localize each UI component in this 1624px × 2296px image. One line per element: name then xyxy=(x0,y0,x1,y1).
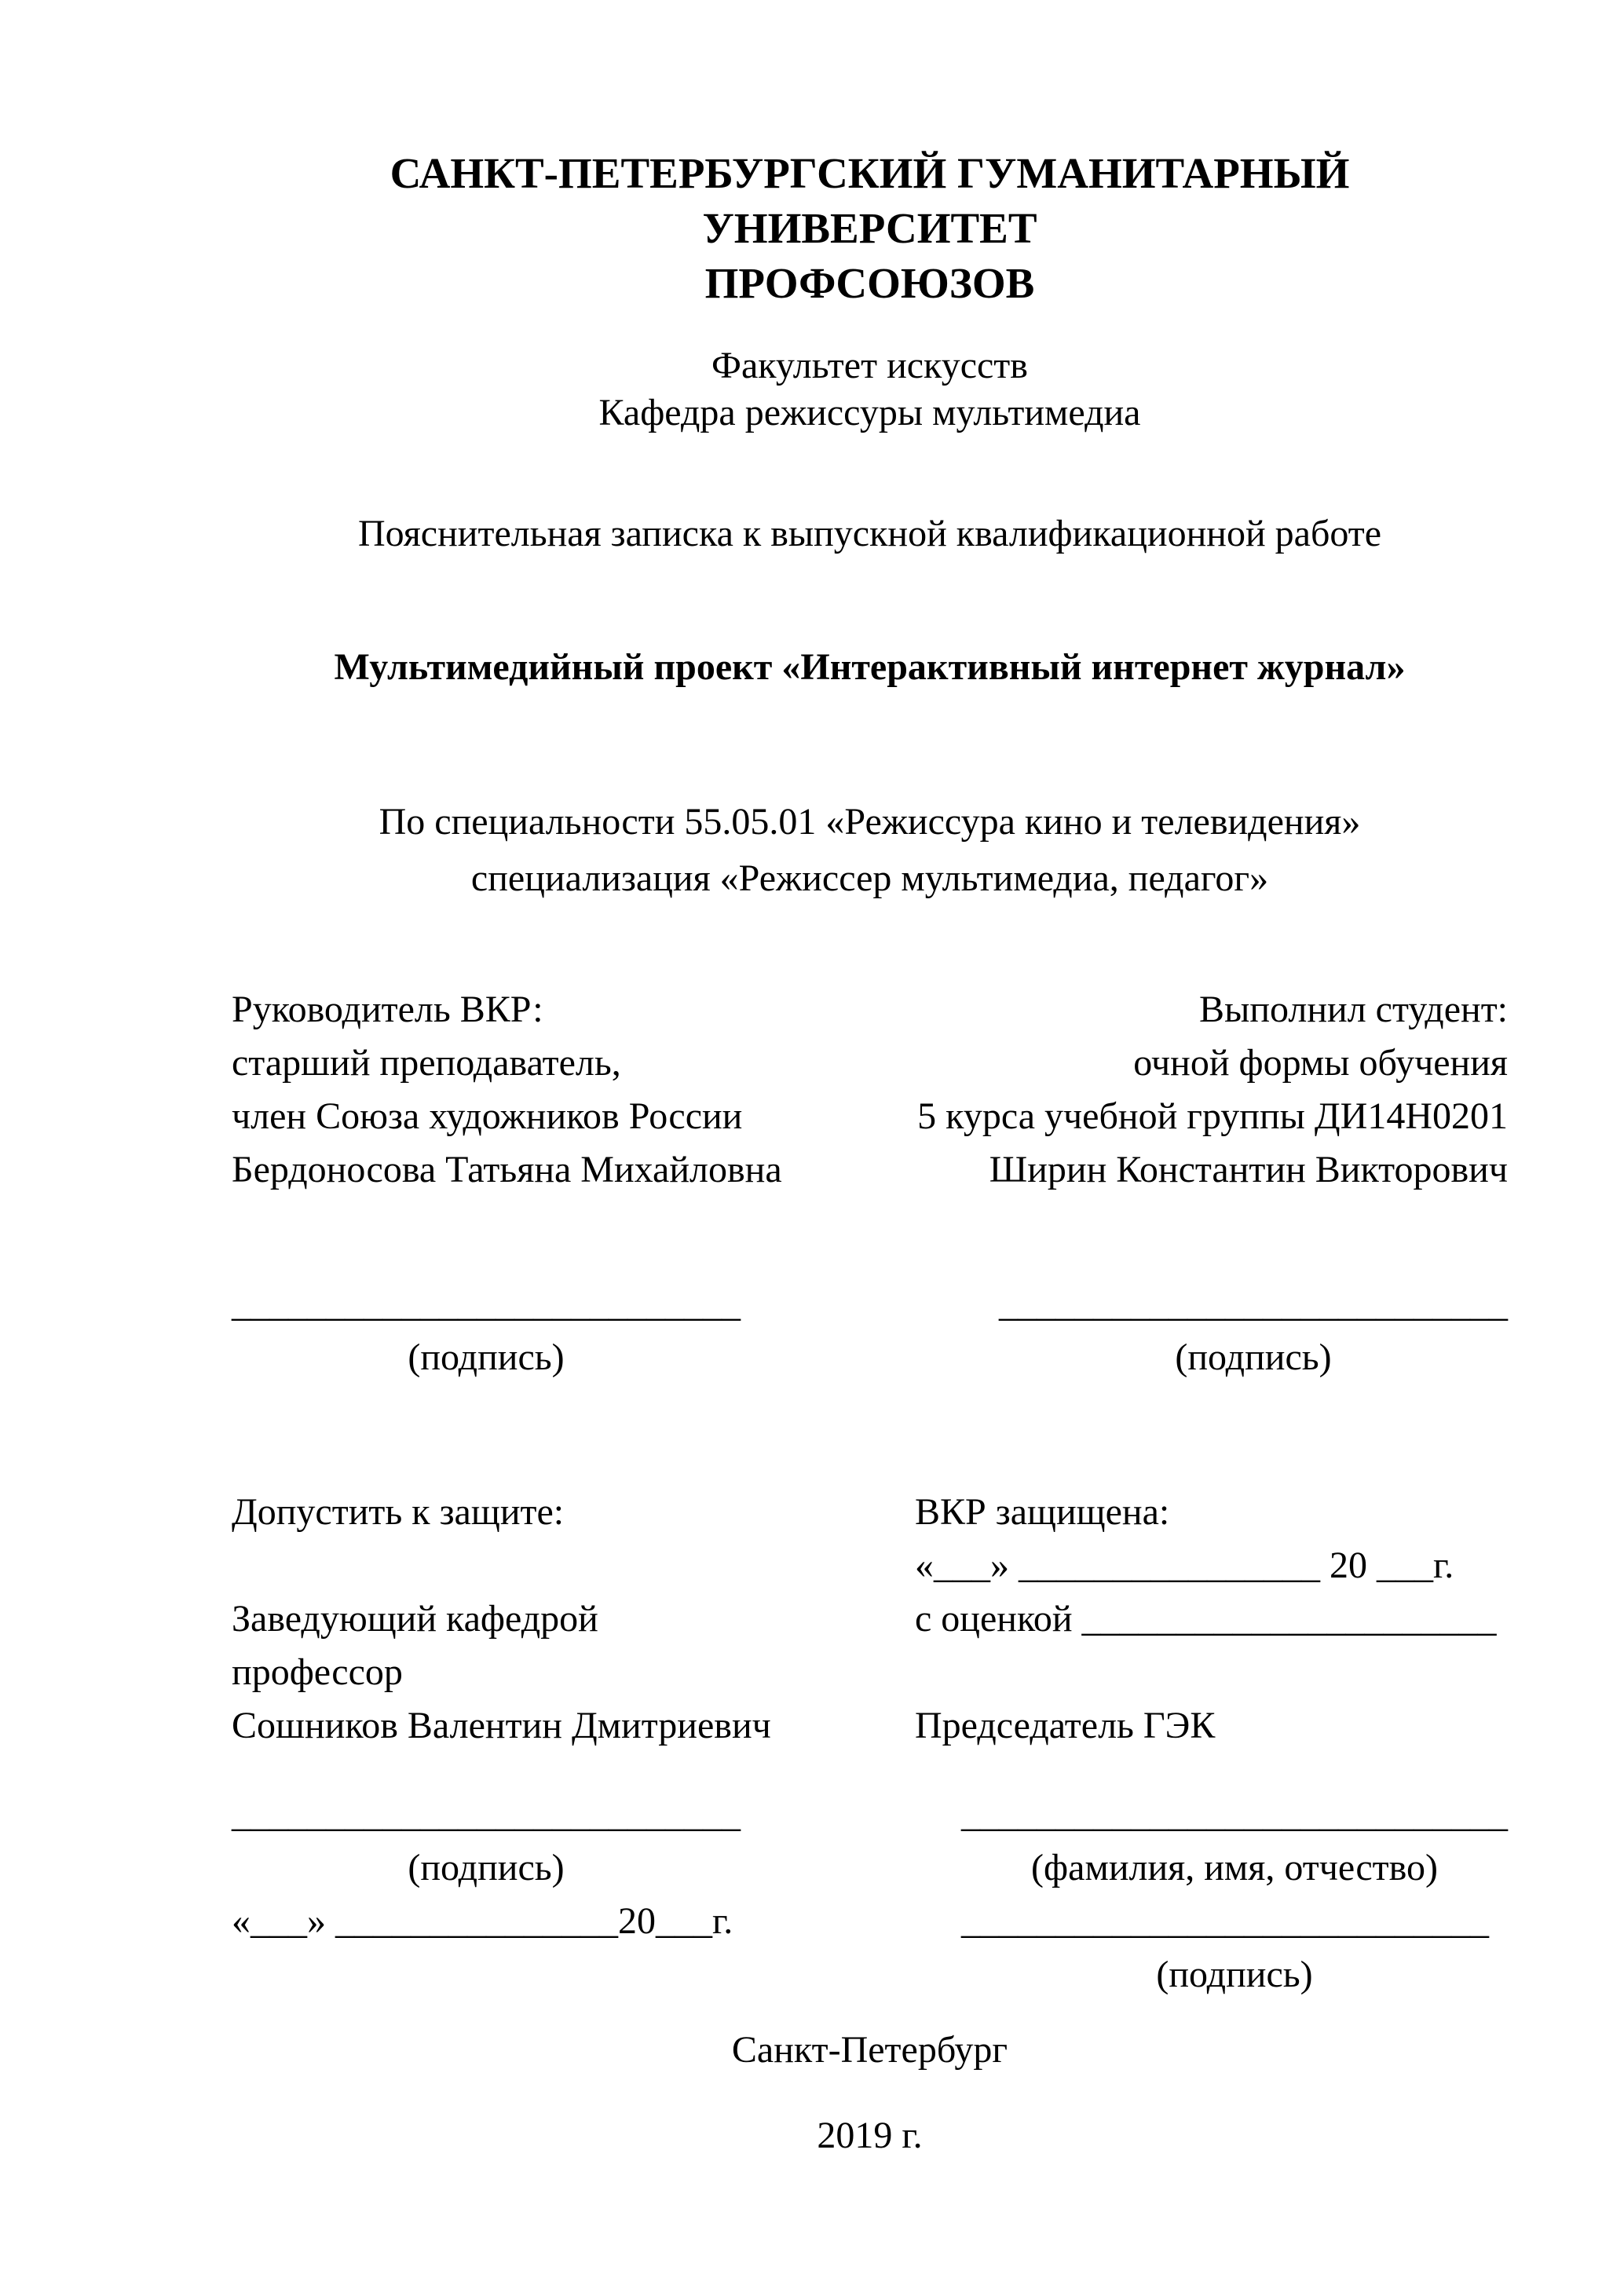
student-group: 5 курса учебной группы ДИ14Н0201 xyxy=(917,1095,1508,1137)
advisor-signature xyxy=(232,1278,741,1384)
admission-signature-label: (подпись) xyxy=(408,1847,565,1888)
department-name: Кафедра режиссуры мультимедиа xyxy=(598,392,1141,433)
defense-grade-line: с оценкой ______________________ xyxy=(915,1598,1497,1640)
advisor-name: Бердоносова Татьяна Михайловна xyxy=(232,1149,782,1190)
chair-signature-line: ____________________________ xyxy=(961,1900,1489,1942)
advisor-signature-line: ___________________________ xyxy=(232,1283,741,1325)
chair-signature-label: (подпись) xyxy=(1156,1954,1313,1995)
work-title: Мультимедийный проект «Интерактивный интернет журнал» xyxy=(334,646,1406,688)
university-name xyxy=(232,146,1508,311)
admission-name: Сошников Валентин Дмитриевич xyxy=(232,1705,771,1746)
institution-block xyxy=(232,342,1508,437)
student-label: Выполнил студент: xyxy=(1199,989,1508,1030)
defense-empty-cell xyxy=(915,1646,1508,1699)
student-signature xyxy=(999,1278,1508,1384)
doc-subtitle: Пояснительная записка к выпускной квалификационной работе xyxy=(357,513,1382,554)
admission-title: Допустить к защите: xyxy=(232,1491,565,1533)
university-name-line2: ПРОФСОЮЗОВ xyxy=(704,259,1035,307)
chair-signature xyxy=(961,1788,1508,2002)
signature-row-top xyxy=(232,1278,1508,1384)
student-signature-label: (подпись) xyxy=(1175,1336,1332,1378)
admission-row-5 xyxy=(232,1699,1508,1753)
advisor-signature-label: (подпись) xyxy=(408,1336,565,1378)
year-line: 2019 г. xyxy=(817,2115,923,2156)
student-name: Ширин Константин Викторович xyxy=(989,1149,1508,1190)
admission-rank: профессор xyxy=(232,1651,403,1693)
defense-date-line: «___» ________________ 20 ___г. xyxy=(915,1545,1454,1586)
university-name-line1: САНКТ-ПЕТЕРБУРГСКИЙ ГУМАНИТАРНЫЙ УНИВЕРСИТЕТ xyxy=(390,149,1350,252)
student-block xyxy=(917,983,1508,1197)
admission-signature-line: ___________________________ xyxy=(232,1793,741,1835)
advisor-block xyxy=(232,983,782,1197)
chair-name-label: (фамилия, имя, отчество) xyxy=(1031,1847,1438,1888)
chair-name-line: _____________________________ xyxy=(961,1793,1508,1835)
admission-row-1 xyxy=(232,1486,1508,1539)
advisor-membership: член Союза художников России xyxy=(232,1095,743,1137)
people-row xyxy=(232,983,1508,1197)
defense-chair: Председатель ГЭК xyxy=(915,1705,1216,1746)
student-signature-line: ___________________________ xyxy=(999,1283,1508,1325)
admission-row-4 xyxy=(232,1646,1508,1699)
admission-date-line: «___» _______________20___г. xyxy=(232,1900,733,1942)
advisor-label: Руководитель ВКР: xyxy=(232,989,543,1030)
signature-row-bottom xyxy=(232,1788,1508,2002)
faculty-name: Факультет искусств xyxy=(711,345,1028,386)
admission-row-3 xyxy=(232,1592,1508,1646)
admission-empty-cell xyxy=(232,1539,915,1592)
admission-row-2 xyxy=(232,1539,1508,1592)
city-name: Санкт-Петербург xyxy=(731,2029,1008,2071)
specialty-line: По специальности 55.05.01 «Режиссура кино и телевидения» xyxy=(379,801,1361,843)
specialization-line: специализация «Режиссер мультимедиа, педагог» xyxy=(470,857,1269,899)
admission-signature xyxy=(232,1788,741,2002)
admission-head: Заведующий кафедрой xyxy=(232,1598,598,1640)
specialty-block xyxy=(232,794,1508,907)
defense-title: ВКР защищена: xyxy=(915,1491,1170,1533)
page-content xyxy=(232,0,1508,2159)
advisor-position: старший преподаватель, xyxy=(232,1042,621,1084)
admission-defense-block xyxy=(232,1486,1508,1753)
student-study-form: очной формы обучения xyxy=(1133,1042,1508,1084)
